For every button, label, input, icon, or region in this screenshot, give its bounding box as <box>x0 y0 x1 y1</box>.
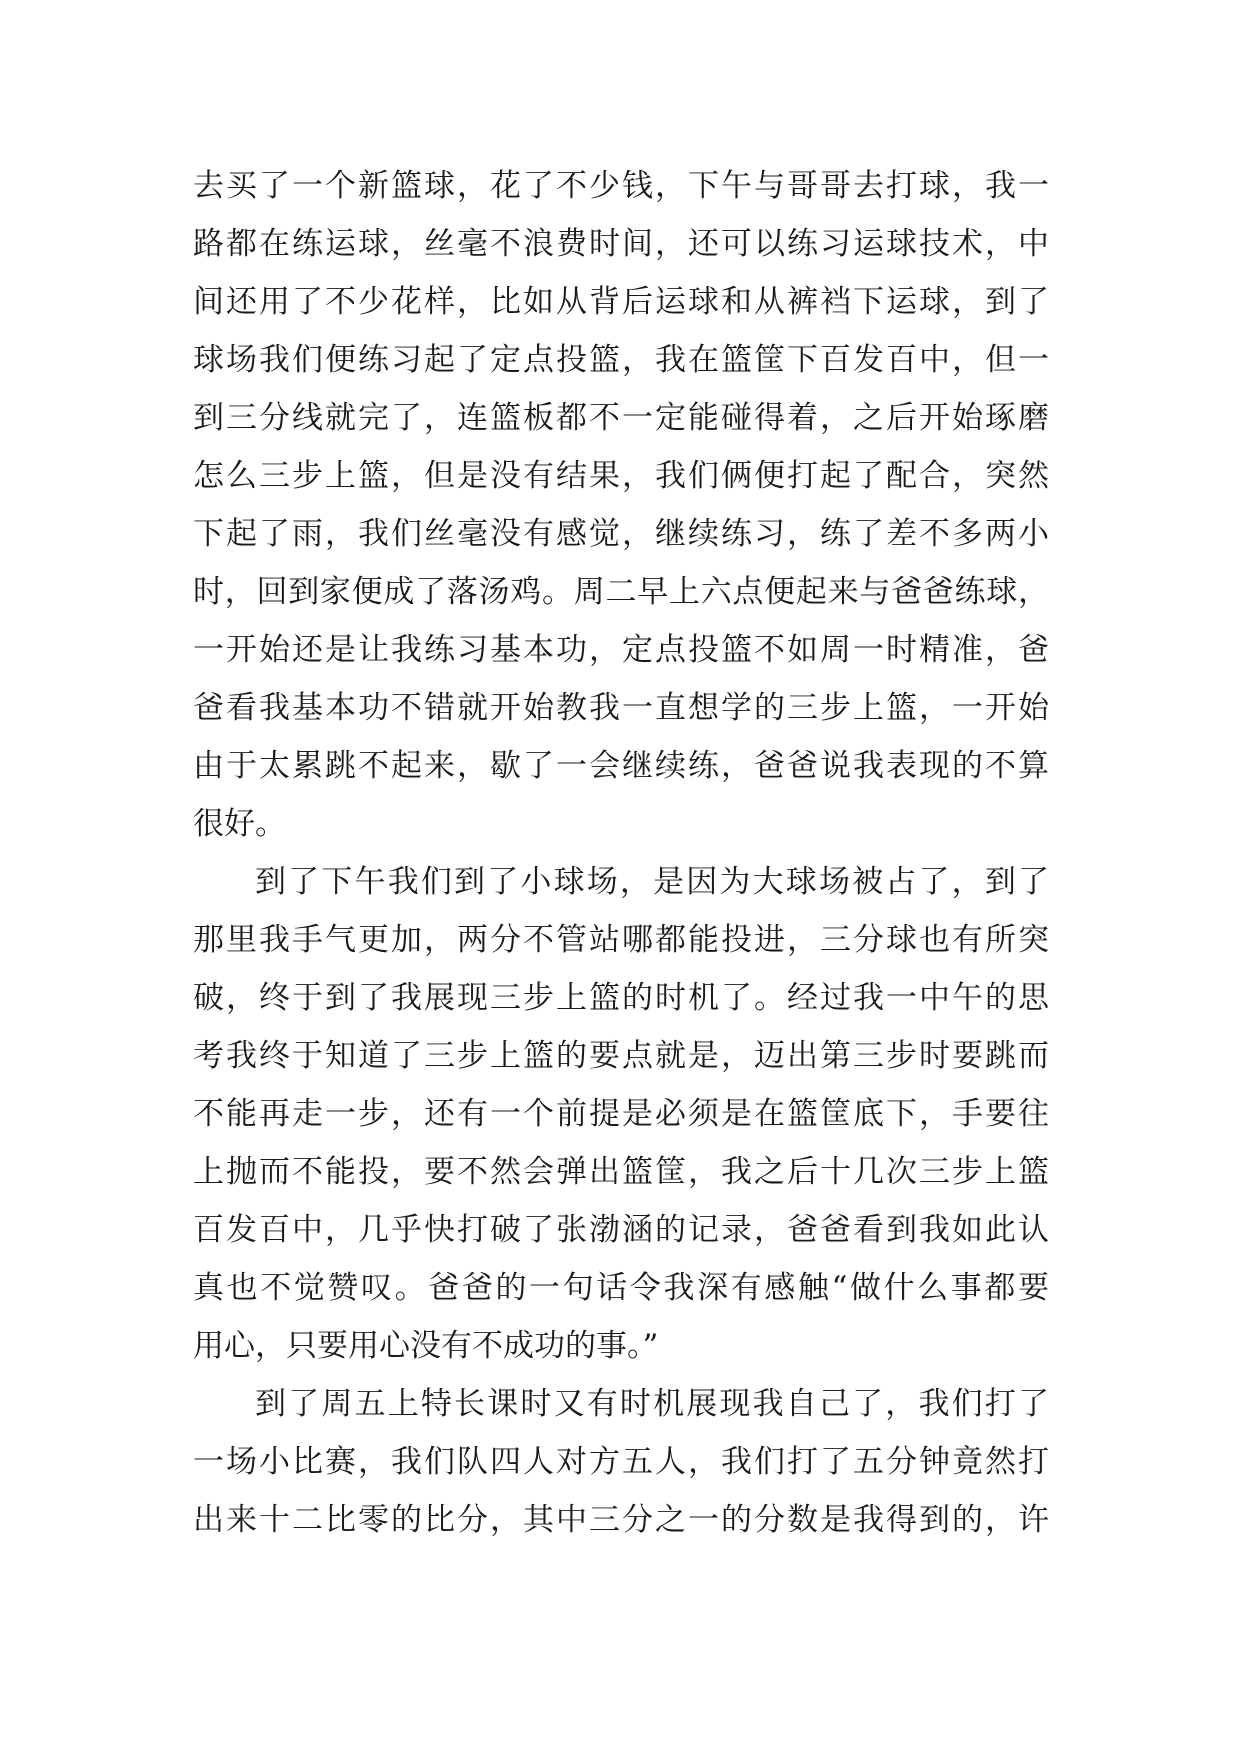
text-line: 怎么三步上篮，但是没有结果，我们俩便打起了配合，突然 <box>193 458 1049 494</box>
text-line: 路都在练运球，丝毫不浪费时间，还可以练习运球技术，中 <box>193 226 1049 262</box>
text-line: 出来十二比零的比分，其中三分之一的分数是我得到的，许 <box>193 1502 1049 1538</box>
text-line: 下起了雨，我们丝毫没有感觉，继续练习，练了差不多两小 <box>193 516 1049 552</box>
document-body <box>193 157 1049 1549</box>
text-line: 破，终于到了我展现三步上篮的时机了。经过我一中午的思 <box>193 980 1049 1016</box>
text-line: 一开始还是让我练习基本功，定点投篮不如周一时精准，爸 <box>193 632 1049 668</box>
paragraph <box>193 1375 1049 1549</box>
text-line: 一场小比赛，我们队四人对方五人，我们打了五分钟竟然打 <box>193 1444 1049 1480</box>
text-line: 很好。 <box>193 806 286 842</box>
text-line: 考我终于知道了三步上篮的要点就是，迈出第三步时要跳而 <box>193 1038 1049 1074</box>
text-line: 间还用了不少花样，比如从背后运球和从裤裆下运球，到了 <box>193 284 1049 320</box>
text-line: 球场我们便练习起了定点投篮，我在篮筐下百发百中，但一 <box>193 342 1049 378</box>
text-line: 用心，只要用心没有不成功的事。” <box>193 1328 659 1364</box>
text-line: 到三分线就完了，连篮板都不一定能碰得着，之后开始琢磨 <box>193 400 1049 436</box>
text-line: 百发百中，几乎快打破了张渤涵的记录，爸爸看到我如此认 <box>193 1212 1049 1248</box>
text-line: 那里我手气更加，两分不管站哪都能投进，三分球也有所突 <box>193 922 1049 958</box>
text-line: 时，回到家便成了落汤鸡。周二早上六点便起来与爸爸练球， <box>193 574 1049 610</box>
paragraph <box>193 853 1049 1375</box>
text-line: 爸看我基本功不错就开始教我一直想学的三步上篮，一开始 <box>193 690 1049 726</box>
text-line: 真也不觉赞叹。爸爸的一句话令我深有感触“做什么事都要 <box>193 1270 1049 1306</box>
text-line: 去买了一个新篮球，花了不少钱，下午与哥哥去打球，我一 <box>193 168 1049 204</box>
text-line: 到了周五上特长课时又有时机展现我自己了，我们打了 <box>255 1386 1049 1422</box>
text-line: 上抛而不能投，要不然会弹出篮筐，我之后十几次三步上篮 <box>193 1154 1049 1190</box>
text-line: 不能再走一步，还有一个前提是必须是在篮筐底下，手要往 <box>193 1096 1049 1132</box>
paragraph <box>193 157 1049 853</box>
text-line: 由于太累跳不起来，歇了一会继续练，爸爸说我表现的不算 <box>193 748 1049 784</box>
text-line: 到了下午我们到了小球场，是因为大球场被占了，到了 <box>255 864 1049 900</box>
